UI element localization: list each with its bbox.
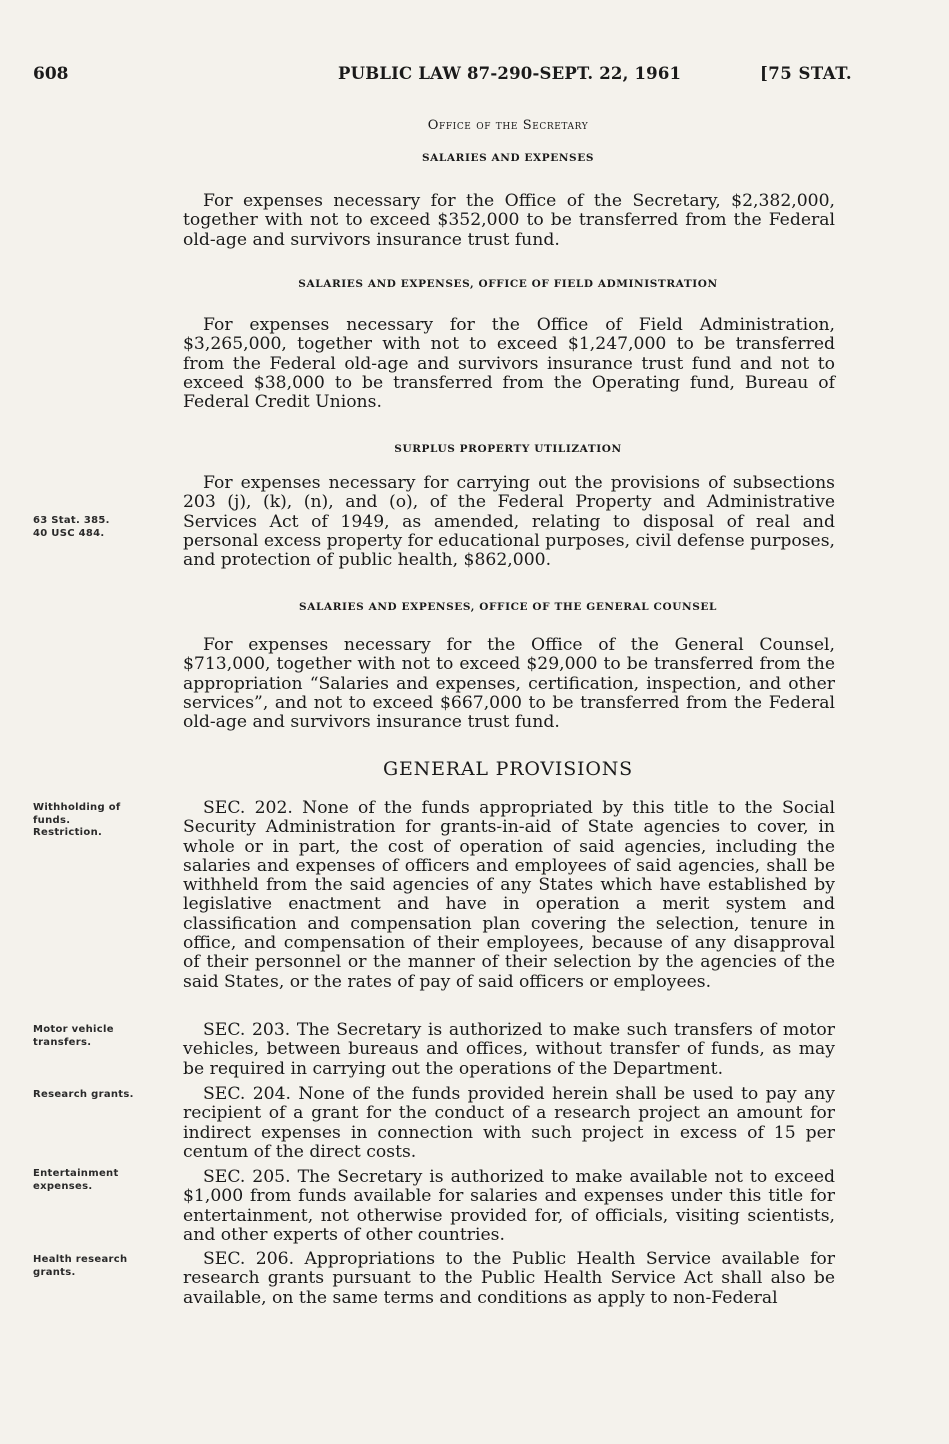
section-heading: SALARIES AND EXPENSES (421, 152, 595, 164)
provision-paragraph: SEC. 202. None of the funds appropriated by this title to the Social Security Administration for grants-in-aid of State agencies to cover, in whole or in part, the cost of operation of said agencies, including the salaries and expenses of officers and employees of said agencies, shall be withheld from the said agencies of any States which have established by legislative enactment and have in operation a merit system and classification and compensation plan covering the selection, tenure in office, and compensation of their employees, because of any disapproval of their personnel or the manner of their selection by the agencies of the said States, or the rates of pay of said officers or employees. (183, 798, 835, 992)
margin-note-withholding: Withholding of funds. Restriction. (33, 802, 121, 838)
section-heading: SURPLUS PROPERTY UTILIZATION (394, 443, 622, 455)
provision-paragraph: SEC. 206. Appropriations to the Public Health Service available for research grants pursuant to the Public Health Service Act shall also be available, on the same terms and conditions as apply to non-Federal (183, 1249, 835, 1308)
page-number: 608 (33, 64, 69, 84)
provision-paragraph: SEC. 205. The Secretary is authorized to make available not to exceed $1,000 from funds available for salaries and expenses under this title for entertainment, not otherwise provided for, of officials, visiting scientists, and other experts of other countries. (183, 1167, 835, 1245)
general-provisions-heading: GENERAL PROVISIONS (383, 758, 633, 780)
section-paragraph: For expenses necessary for the Office of the General Counsel, $713,000, together with not to exceed $29,000 to be transferred from the appropriation “Salaries and expenses, certification, inspection, and other services”, and not to exceed $667,000 to be transferred from the Federal old-age and survivors insurance trust fund. (183, 635, 835, 733)
provision-paragraph: SEC. 203. The Secretary is authorized to make such transfers of motor vehicles, between bureaus and offices, without transfer of funds, as may be required in carrying out the operations of the Department. (183, 1020, 835, 1079)
section-paragraph: For expenses necessary for carrying out the provisions of subsections 203 (j), (k), (n), and (o), of the Federal Property and Administrative Services Act of 1949, as amended, relating to disposal of real and personal excess property for educational purposes, civil defense purposes, and protection of public health, $862,000. (183, 473, 835, 571)
section-heading: SALARIES AND EXPENSES, OFFICE OF FIELD ADMINISTRATION (298, 278, 718, 290)
margin-note-motor: Motor vehicle transfers. (33, 1024, 114, 1048)
statute-reference: [75 STAT. (760, 64, 853, 83)
running-title: PUBLIC LAW 87-290-SEPT. 22, 1961 (338, 64, 682, 83)
provision-paragraph: SEC. 204. None of the funds provided herein shall be used to pay any recipient of a grant for the conduct of a research project an amount for indirect expenses in connection with such project in excess of 15 per centum of the direct costs. (183, 1084, 835, 1162)
margin-note-research: Research grants. (33, 1089, 134, 1100)
page-header (33, 64, 853, 90)
section-paragraph: For expenses necessary for the Office of the Secretary, $2,382,000, together with not to exceed $352,000 to be transferred from the Federal old-age and survivors insurance trust fund. (183, 191, 835, 250)
section-paragraph: For expenses necessary for the Office of Field Administration, $3,265,000, together with not to exceed $1,247,000 to be transferred from the Federal old-age and survivors insurance trust fund and not to exceed $38,000 to be transferred from the Operating fund, Bureau of Federal Credit Unions. (183, 315, 835, 413)
office-heading: Office of the Secretary (427, 118, 589, 133)
margin-note-citation: 63 Stat. 385. 40 USC 484. (33, 515, 110, 539)
section-heading: SALARIES AND EXPENSES, OFFICE OF THE GENERAL COUNSEL (299, 601, 717, 613)
margin-note-entertainment: Entertainment expenses. (33, 1168, 119, 1192)
margin-note-health: Health research grants. (33, 1254, 128, 1278)
